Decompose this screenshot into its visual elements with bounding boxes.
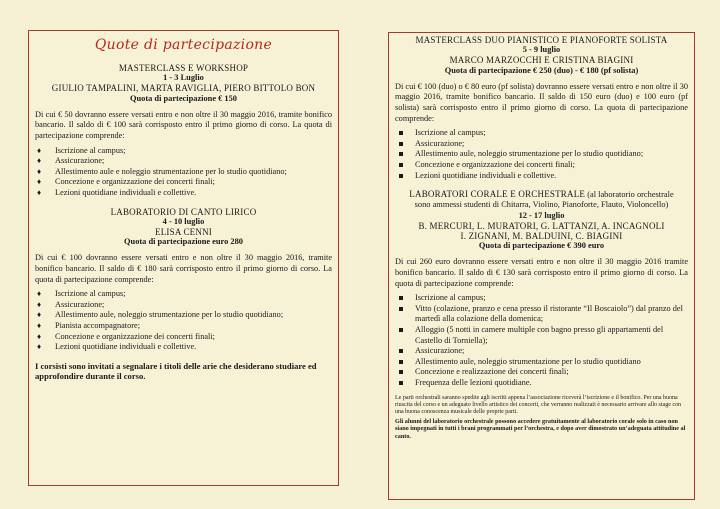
list-item: Lezioni quotidiane individuali e collettive.	[395, 171, 688, 182]
workshop-heading: MASTERCLASS E WORKSHOP	[118, 63, 249, 73]
list-item: Iscrizione al campus;	[395, 293, 688, 304]
list-item: Allestimento aule, noleggio strumentazione per lo studio quotidiano	[395, 357, 688, 368]
workshop-fee: Quota di partecipazione € 150	[129, 93, 237, 103]
lab-section	[395, 189, 688, 440]
canto-dates: 4 - 10 luglio	[162, 216, 205, 226]
lab-heading-note: (al laboratorio orchestrale	[587, 190, 674, 200]
canto-section	[35, 207, 332, 353]
duo-fee: Quota di partecipazione € 250 (duo) - € 180 (pf solista)	[444, 65, 639, 75]
list-item: ♦ Allestimento aule e noleggio strumentazione per lo studio quotidiano;	[35, 167, 332, 178]
right-page-panel	[388, 32, 695, 500]
lab-heading-line	[395, 189, 688, 200]
workshop-teachers: GIULIO TAMPALINI, MARTA RAVIGLIA, PIERO BITTOLO BON	[51, 83, 316, 94]
list-item: Allestimento aule, noleggio strumentazione per lo studio quotidiano;	[395, 149, 688, 160]
duo-section	[395, 35, 688, 181]
duo-list	[395, 128, 688, 181]
list-item: ♦ Assicurazione;	[35, 156, 332, 167]
duo-heading: MASTERCLASS DUO PIANISTICO E PIANOFORTE SOLISTA	[415, 35, 668, 45]
list-item: ♦ Iscrizione al campus;	[35, 146, 332, 157]
list-item: ♦ Lezioni quotidiane individuali e collettive.	[35, 188, 332, 199]
list-item: Vitto (colazione, pranzo e cena presso il ristorante “Il Boscaiolo”) dal pranzo del martedì alla colazione della domenica;	[395, 304, 688, 325]
list-item: ♦ Allestimento aule, noleggio strumentazione per lo studio quotidiano;	[35, 310, 332, 321]
left-page-panel	[28, 30, 339, 486]
lab-note-bold: Gli alunni del laboratorio orchestrale possono accedere gratuitamente al laboratorio corale solo in caso non siano impegnati in tutti i brani programmati per l’orchestra, e dopo aver dimostrato un’adeguata attitudine al canto.	[395, 417, 686, 440]
workshop-dates: 1 - 3 Luglio	[163, 73, 204, 83]
canto-heading: LABORATORIO DI CANTO LIRICO	[110, 206, 257, 217]
workshop-list	[35, 146, 332, 199]
list-item: Assicurazione;	[395, 346, 688, 357]
list-item: Concezione e organizzazione dei concerti finali;	[395, 160, 688, 171]
page-title: Quote di partecipazione	[94, 37, 273, 53]
lab-paragraph: Di cui 260 euro dovranno essere versati entro e non oltre il 30 maggio 2016 tramite bonifico bancario. Il saldo di € 130 sarà corrisposto entro il primo giorno di corso. La quota di partecipazione comprende:	[395, 257, 688, 288]
duo-dates: 5 - 9 luglio	[522, 45, 561, 55]
list-item: ♦ Lezioni quotidiane individuali e collettive.	[35, 342, 332, 353]
list-item: Iscrizione al campus;	[395, 128, 688, 139]
list-item: ♦ Iscrizione al campus;	[35, 289, 332, 300]
lab-list	[395, 293, 688, 388]
lab-heading: LABORATORI CORALE E ORCHESTRALE	[409, 189, 586, 200]
lab-teachers-2: I. ZIGNANI, M. BALDUINI, C. BIAGINI	[460, 230, 623, 241]
canto-paragraph: Di cui € 100 dovranno essere versati entro e non oltre il 30 maggio 2016, tramite bonifico bancario. Il saldo di € 180 sarà corrisposto entro il primo giorno di corso. La quota di partecipazione comprende:	[35, 253, 332, 284]
canto-teacher: ELISA CENNI	[155, 226, 212, 237]
list-item: ♦ Concezione e organizzazione dei concerti finali;	[35, 177, 332, 188]
canto-fee: Quota di partecipazione euro 280	[124, 237, 243, 247]
list-item: Alloggio (5 notti in camere multiple con bagno presso gli appartamenti del Castello di Torniella);	[395, 325, 688, 346]
lab-teachers-1: B. MERCURI, L. MURATORI, G. LATTANZI, A. INCAGNOLI	[418, 220, 665, 231]
list-item: ♦ Pianista accompagnatore;	[35, 321, 332, 332]
final-note: I corsisti sono invitati a segnalare i titoli delle arie che desiderano studiare ed approfondire durante il corso.	[35, 360, 317, 382]
list-item: ♦ Concezione e organizzazione dei concerti finali;	[35, 332, 332, 343]
canto-list	[35, 289, 332, 353]
lab-subheading: sono ammessi studenti di Chitarra, Violino, Pianoforte, Flauto, Violoncello)	[414, 200, 669, 210]
list-item: Assicurazione;	[395, 139, 688, 150]
list-item: ♦ Assicurazione;	[35, 300, 332, 311]
workshop-section	[35, 63, 332, 199]
list-item: Frequenza delle lezioni quotidiane.	[395, 378, 688, 389]
workshop-paragraph: Di cui € 50 dovranno essere versati entro e non oltre il 30 maggio 2016, tramite bonifico bancario. Il saldo di € 100 sarà corrisposto entro il primo giorno di corso. La quota di partecipazione comprende:	[35, 109, 332, 140]
lab-fee: Quota di partecipazione € 390 euro	[478, 241, 605, 251]
duo-teachers: MARCO MARZOCCHI E CRISTINA BIAGINI	[449, 55, 634, 66]
duo-paragraph: Di cui € 100 (duo) o € 80 euro (pf solista) dovranno essere versati entro e non oltre il 30 maggio 2016, tramite bonifico bancario. Il saldo di 150 euro (duo) e 100 euro (pf solista) sarà corrisposto entro il primo giorno di corso. La quota di partecipazione comprende:	[395, 81, 688, 123]
list-item: Concezione e realizzazione dei concerti finali;	[395, 367, 688, 378]
lab-dates: 12 - 17 luglio	[518, 210, 565, 220]
lab-note-small: Le parti orchestrali saranno spedite agli iscritti appena l’associazione riceverà l’iscrizione e il bonifico. Per una buona riuscita del corso e un adeguato livello artistico dei concerti, che verranno realizzati è necessario arrivare allo stage con una buona conoscenza musicale delle proprie parti.	[395, 394, 682, 416]
